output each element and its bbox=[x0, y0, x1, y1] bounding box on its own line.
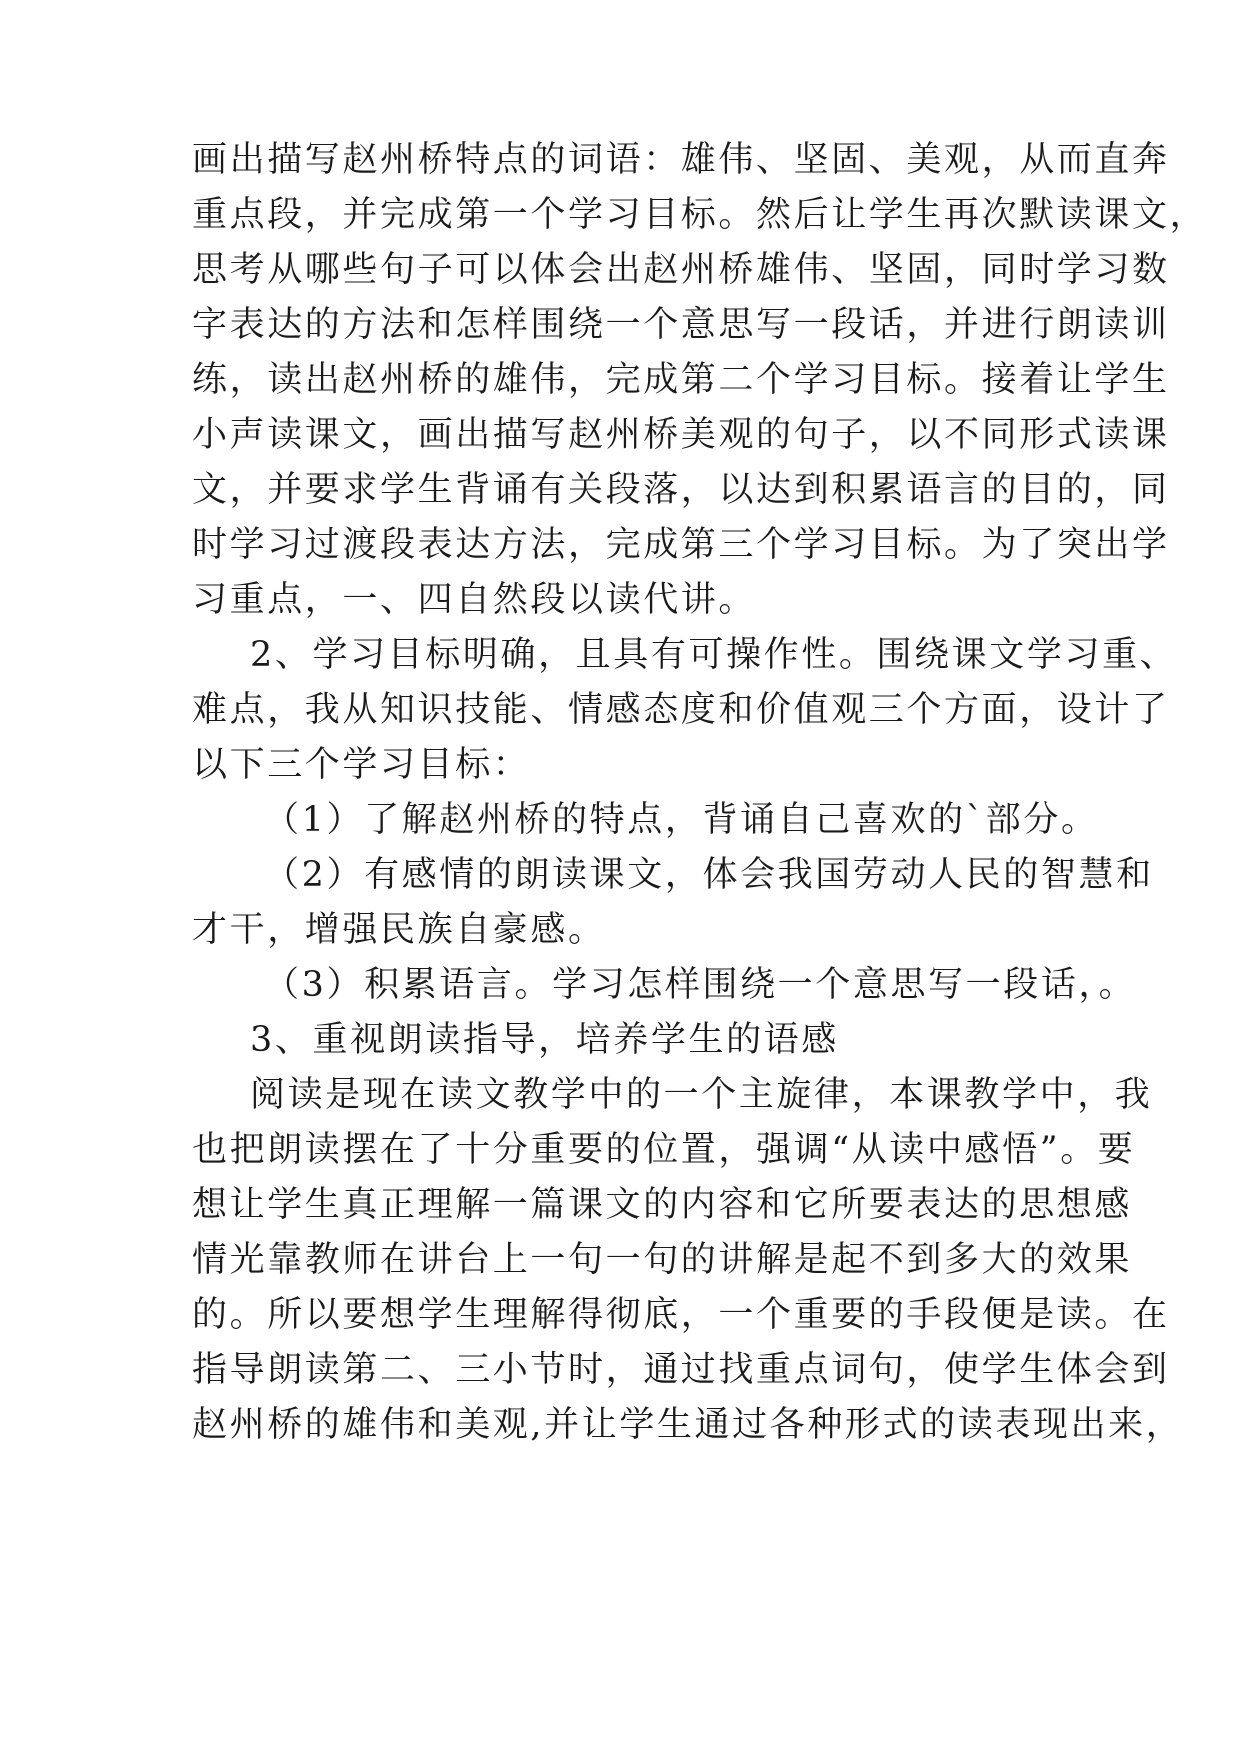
text-line: 文，并要求学生背诵有关段落，以达到积累语言的目的，同 bbox=[192, 470, 1170, 510]
text-line: 字表达的方法和怎样围绕一个意思写一段话，并进行朗读训 bbox=[192, 305, 1170, 345]
paragraph-heading: 2、学习目标明确，且具有可操作性。围绕课文学习重、 bbox=[250, 635, 1178, 675]
text-line: 情光靠教师在讲台上一句一句的讲解是起不到多大的效果 bbox=[192, 1240, 1133, 1280]
text-line: 习重点，一、四自然段以读代讲。 bbox=[192, 580, 757, 620]
text-line: 以下三个学习目标： bbox=[192, 745, 531, 785]
text-line: 思考从哪些句子可以体会出赵州桥雄伟、坚固，同时学习数 bbox=[192, 250, 1170, 290]
text-line: 小声读课文，画出描写赵州桥美观的句子，以不同形式读课 bbox=[192, 415, 1170, 455]
text-line: 练，读出赵州桥的雄伟，完成第二个学习目标。接着让学生 bbox=[192, 360, 1170, 400]
text-line: 阅读是现在读文教学中的一个主旋律，本课教学中，我 bbox=[250, 1075, 1153, 1115]
text-line: 重点段，并完成第一个学习目标。然后让学生再次默读课文， bbox=[192, 195, 1208, 235]
paragraph-heading: 3、重视朗读指导，培养学生的语感 bbox=[250, 1020, 839, 1060]
text-line: 难点，我从知识技能、情感态度和价值观三个方面，设计了 bbox=[192, 690, 1170, 730]
text-line: 画出描写赵州桥特点的词语：雄伟、坚固、美观，从而直奔 bbox=[192, 140, 1170, 180]
text-line: 的。所以要想学生理解得彻底，一个重要的手段便是读。在 bbox=[192, 1295, 1170, 1335]
text-line: 时学习过渡段表达方法，完成第三个学习目标。为了突出学 bbox=[192, 525, 1170, 565]
list-item: （1）了解赵州桥的特点，背诵自己喜欢的`部分。 bbox=[264, 800, 1099, 840]
list-item: （2）有感情的朗读课文，体会我国劳动人民的智慧和 bbox=[264, 855, 1154, 895]
text-line: 赵州桥的雄伟和美观,并让学生通过各种形式的读表现出来， bbox=[192, 1405, 1184, 1445]
text-line: 想让学生真正理解一篇课文的内容和它所要表达的思想感 bbox=[192, 1185, 1133, 1225]
text-line: 也把朗读摆在了十分重要的位置，强调“从读中感悟”。要 bbox=[192, 1130, 1136, 1170]
list-item: （3）积累语言。学习怎样围绕一个意思写一段话，。 bbox=[264, 965, 1137, 1005]
text-line: 才干，增强民族自豪感。 bbox=[192, 910, 606, 950]
text-line: 指导朗读第二、三小节时，通过找重点词句，使学生体会到 bbox=[192, 1350, 1170, 1390]
